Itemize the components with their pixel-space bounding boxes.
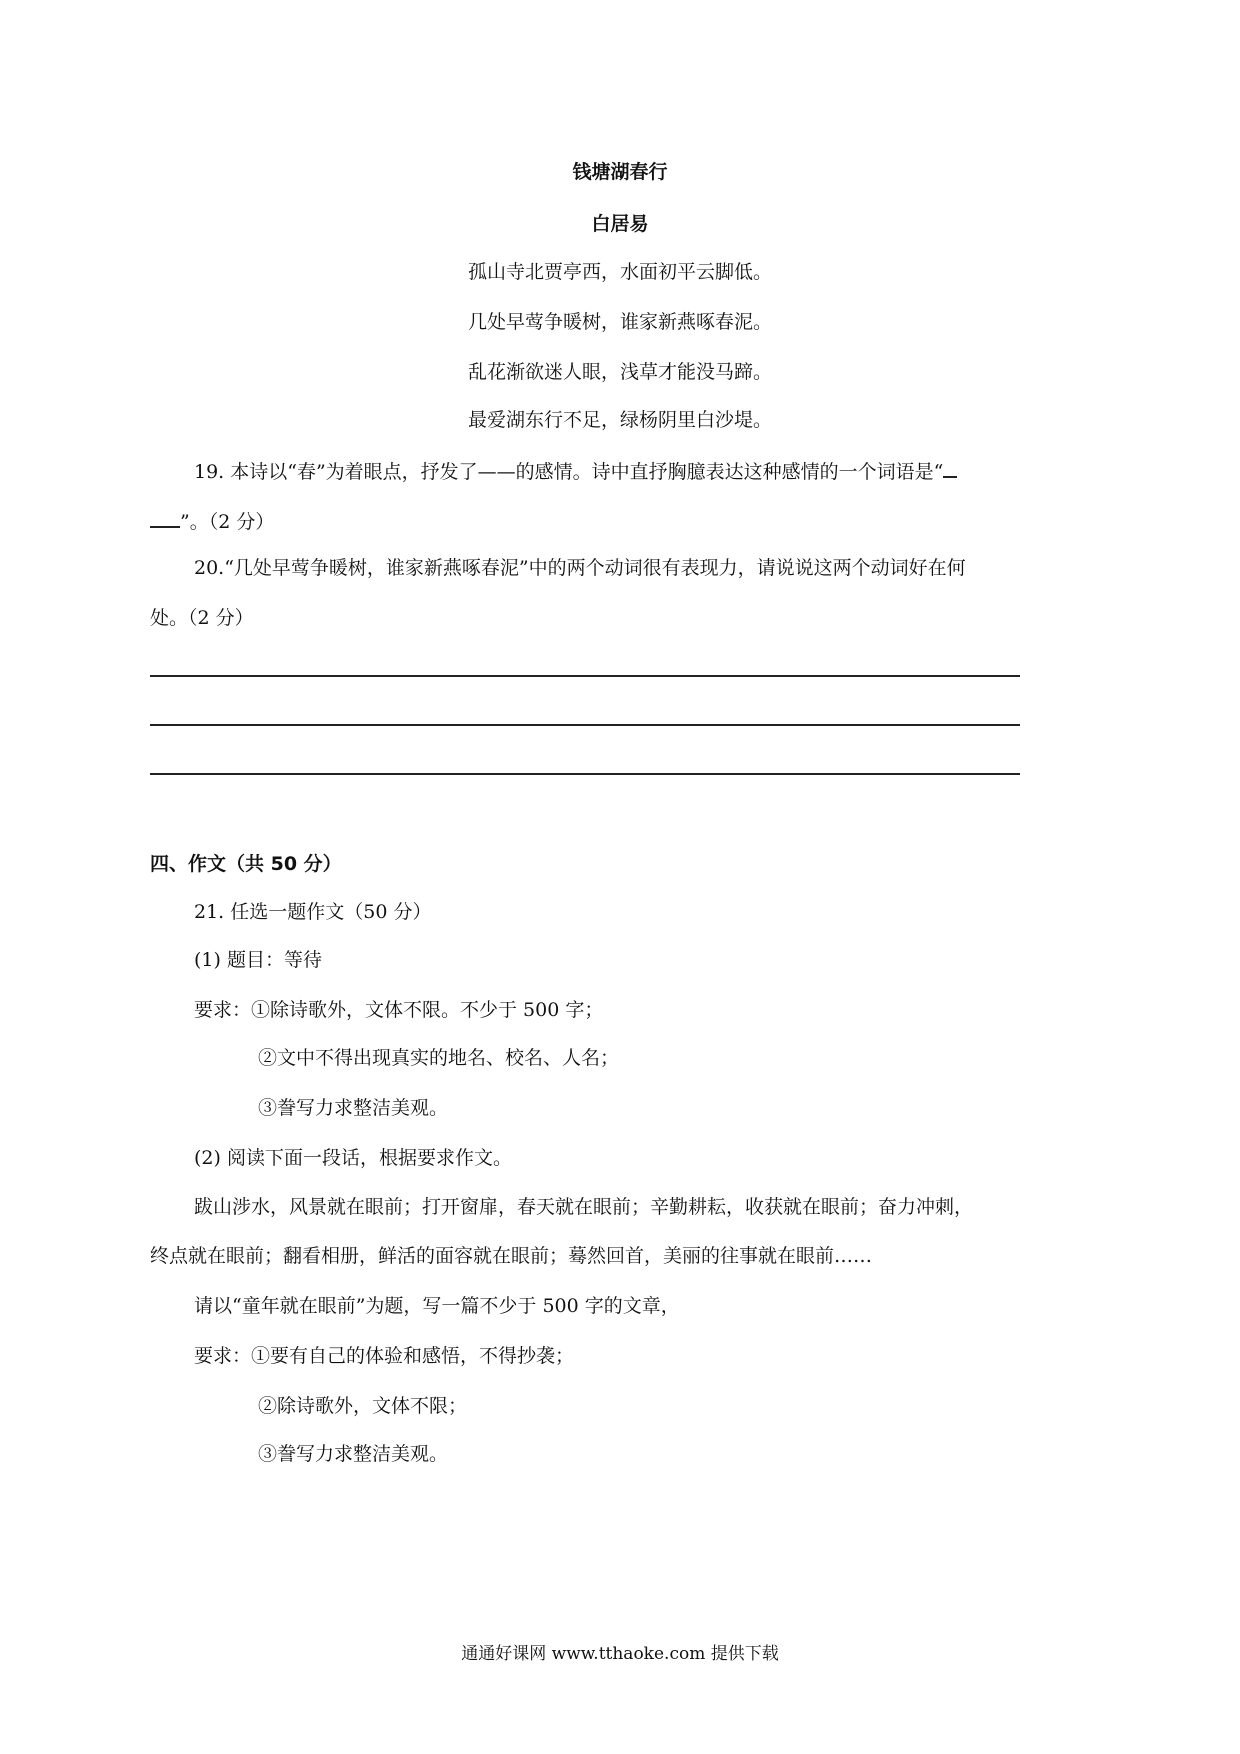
option-2-paragraph-line-1: 跋山涉水，风景就在眼前；打开窗扉，春天就在眼前；辛勤耕耘，收获就在眼前；奋力冲刺， — [194, 1196, 974, 1218]
answer-blank-19-start[interactable] — [943, 456, 957, 478]
option-1-requirement-2: ②文中不得出现真实的地名、校名、人名； — [258, 1047, 620, 1069]
poem-line-4: 最爱湖东行不足，绿杨阴里白沙堤。 — [467, 409, 772, 431]
question-20-line-2: 处。（2 分） — [150, 607, 254, 629]
question-21: 21. 任选一题作文（50 分） — [194, 901, 432, 923]
question-19-line-2 — [150, 506, 274, 536]
question-19-text: 19. 本诗以“春”为着眼点，抒发了——的感情。诗中直抒胸臆表达这种感情的一个词语是“ — [194, 461, 944, 483]
answer-blank-19-end[interactable] — [150, 506, 180, 528]
option-1-requirement-3: ③誊写力求整洁美观。 — [258, 1097, 449, 1119]
question-20-line-1: 20.“几处早莺争暖树，谁家新燕啄春泥”中的两个动词很有表现力，请说说这两个动词好在何 — [194, 557, 966, 579]
option-2-paragraph-line-2: 终点就在眼前；翻看相册，鲜活的面容就在眼前；蓦然回首，美丽的往事就在眼前…… — [150, 1245, 873, 1267]
option-2-requirement-2: ②除诗歌外，文体不限； — [258, 1395, 468, 1417]
question-19-line-1 — [194, 456, 957, 486]
question-19-points: ”。（2 分） — [180, 511, 275, 533]
page-footer: 通通好课网 www.tthaoke.com 提供下载 — [461, 1644, 779, 1664]
option-1-requirement-1: 要求：①除诗歌外，文体不限。不少于 500 字； — [194, 999, 604, 1021]
poem-line-2: 几处早莺争暖树，谁家新燕啄春泥。 — [467, 311, 772, 333]
poem-title: 钱塘湖春行 — [572, 161, 668, 183]
option-1-title: (1) 题目：等待 — [194, 949, 322, 971]
answer-line-3[interactable] — [150, 773, 1020, 775]
option-2-prompt: 请以“童年就在眼前”为题，写一篇不少于 500 字的文章， — [194, 1295, 680, 1317]
poem-line-3: 乱花渐欲迷人眼，浅草才能没马蹄。 — [467, 361, 772, 383]
answer-line-1[interactable] — [150, 675, 1020, 677]
option-2-title: (2) 阅读下面一段话，根据要求作文。 — [194, 1147, 512, 1169]
option-2-requirement-3: ③誊写力求整洁美观。 — [258, 1443, 449, 1465]
option-2-requirement-1: 要求：①要有自己的体验和感悟，不得抄袭； — [194, 1345, 575, 1367]
poem-author: 白居易 — [591, 213, 649, 235]
poem-line-1: 孤山寺北贾亭西，水面初平云脚低。 — [467, 261, 772, 283]
section-4-heading: 四、作文（共 50 分） — [150, 853, 342, 875]
answer-line-2[interactable] — [150, 724, 1020, 726]
